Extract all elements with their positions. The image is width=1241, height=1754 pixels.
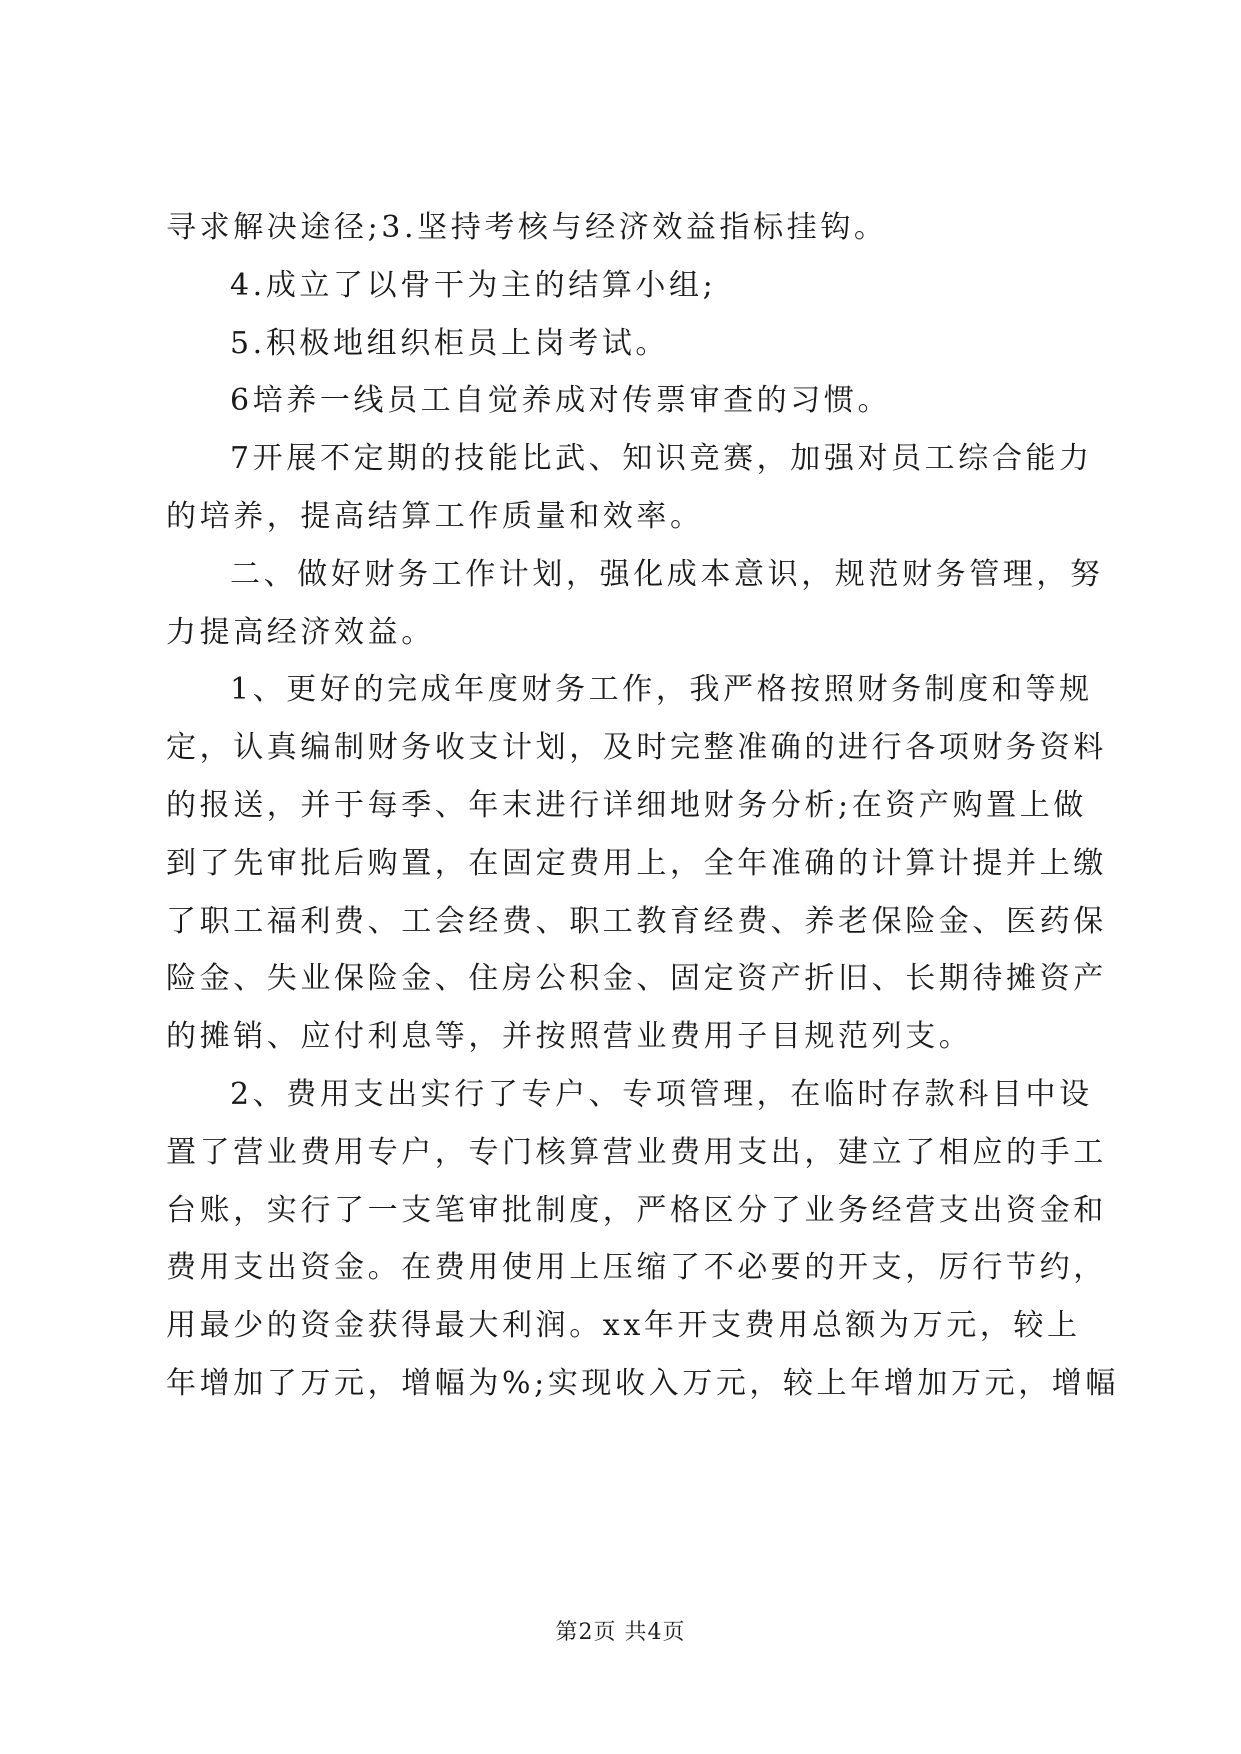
text-line: 到了先审批后购置，在固定费用上，全年准确的计算计提并上缴 [166,845,1107,881]
text-line: 5.积极地组织柜员上岗考试。 [230,325,670,361]
text-line: 7开展不定期的技能比武、知识竞赛，加强对员工综合能力 [230,441,1093,477]
text-line: 二、做好财务工作计划，强化成本意识，规范财务管理，努 [230,556,1104,592]
text-line: 1、更好的完成年度财务工作，我严格按照财务制度和等规 [230,672,1093,708]
text-line: 力提高经济效益。 [166,614,435,650]
text-line: 险金、失业保险金、住房公积金、固定资产折旧、长期待摊资产 [166,961,1107,997]
body-text [166,199,1120,1413]
text-line: 用最少的资金获得最大利润。xx年开支费用总额为万元，较上 [166,1308,1081,1344]
text-line: 的培养，提高结算工作质量和效率。 [166,498,704,534]
text-line: 6培养一线员工自觉养成对传票审查的习惯。 [230,383,892,419]
page-number: 第2页 共4页 [555,1620,686,1645]
text-line: 寻求解决途径;3.坚持考核与经济效益指标挂钩。 [166,210,888,245]
text-line: 的报送，并于每季、年末进行详细地财务分析;在资产购置上做 [166,787,1087,823]
text-line: 定，认真编制财务收支计划，及时完整准确的进行各项财务资料 [166,730,1107,766]
text-line: 的摊销、应付利息等，并按照营业费用子目规范列支。 [166,1019,973,1055]
text-line: 4.成立了以骨干为主的结算小组; [230,267,717,303]
text-line: 2、费用支出实行了专户、专项管理，在临时存款科目中设 [230,1076,1093,1112]
text-line: 台账，实行了一支笔审批制度，严格区分了业务经营支出资金和 [166,1192,1107,1228]
text-line: 年增加了万元，增幅为%;实现收入万元，较上年增加万元，增幅 [166,1365,1120,1401]
text-line: 了职工福利费、工会经费、职工教育经费、养老保险金、医药保 [166,903,1107,939]
text-line: 置了营业费用专户，专门核算营业费用支出，建立了相应的手工 [166,1134,1107,1170]
text-line: 费用支出资金。在费用使用上压缩了不必要的开支，厉行节约， [166,1250,1107,1286]
